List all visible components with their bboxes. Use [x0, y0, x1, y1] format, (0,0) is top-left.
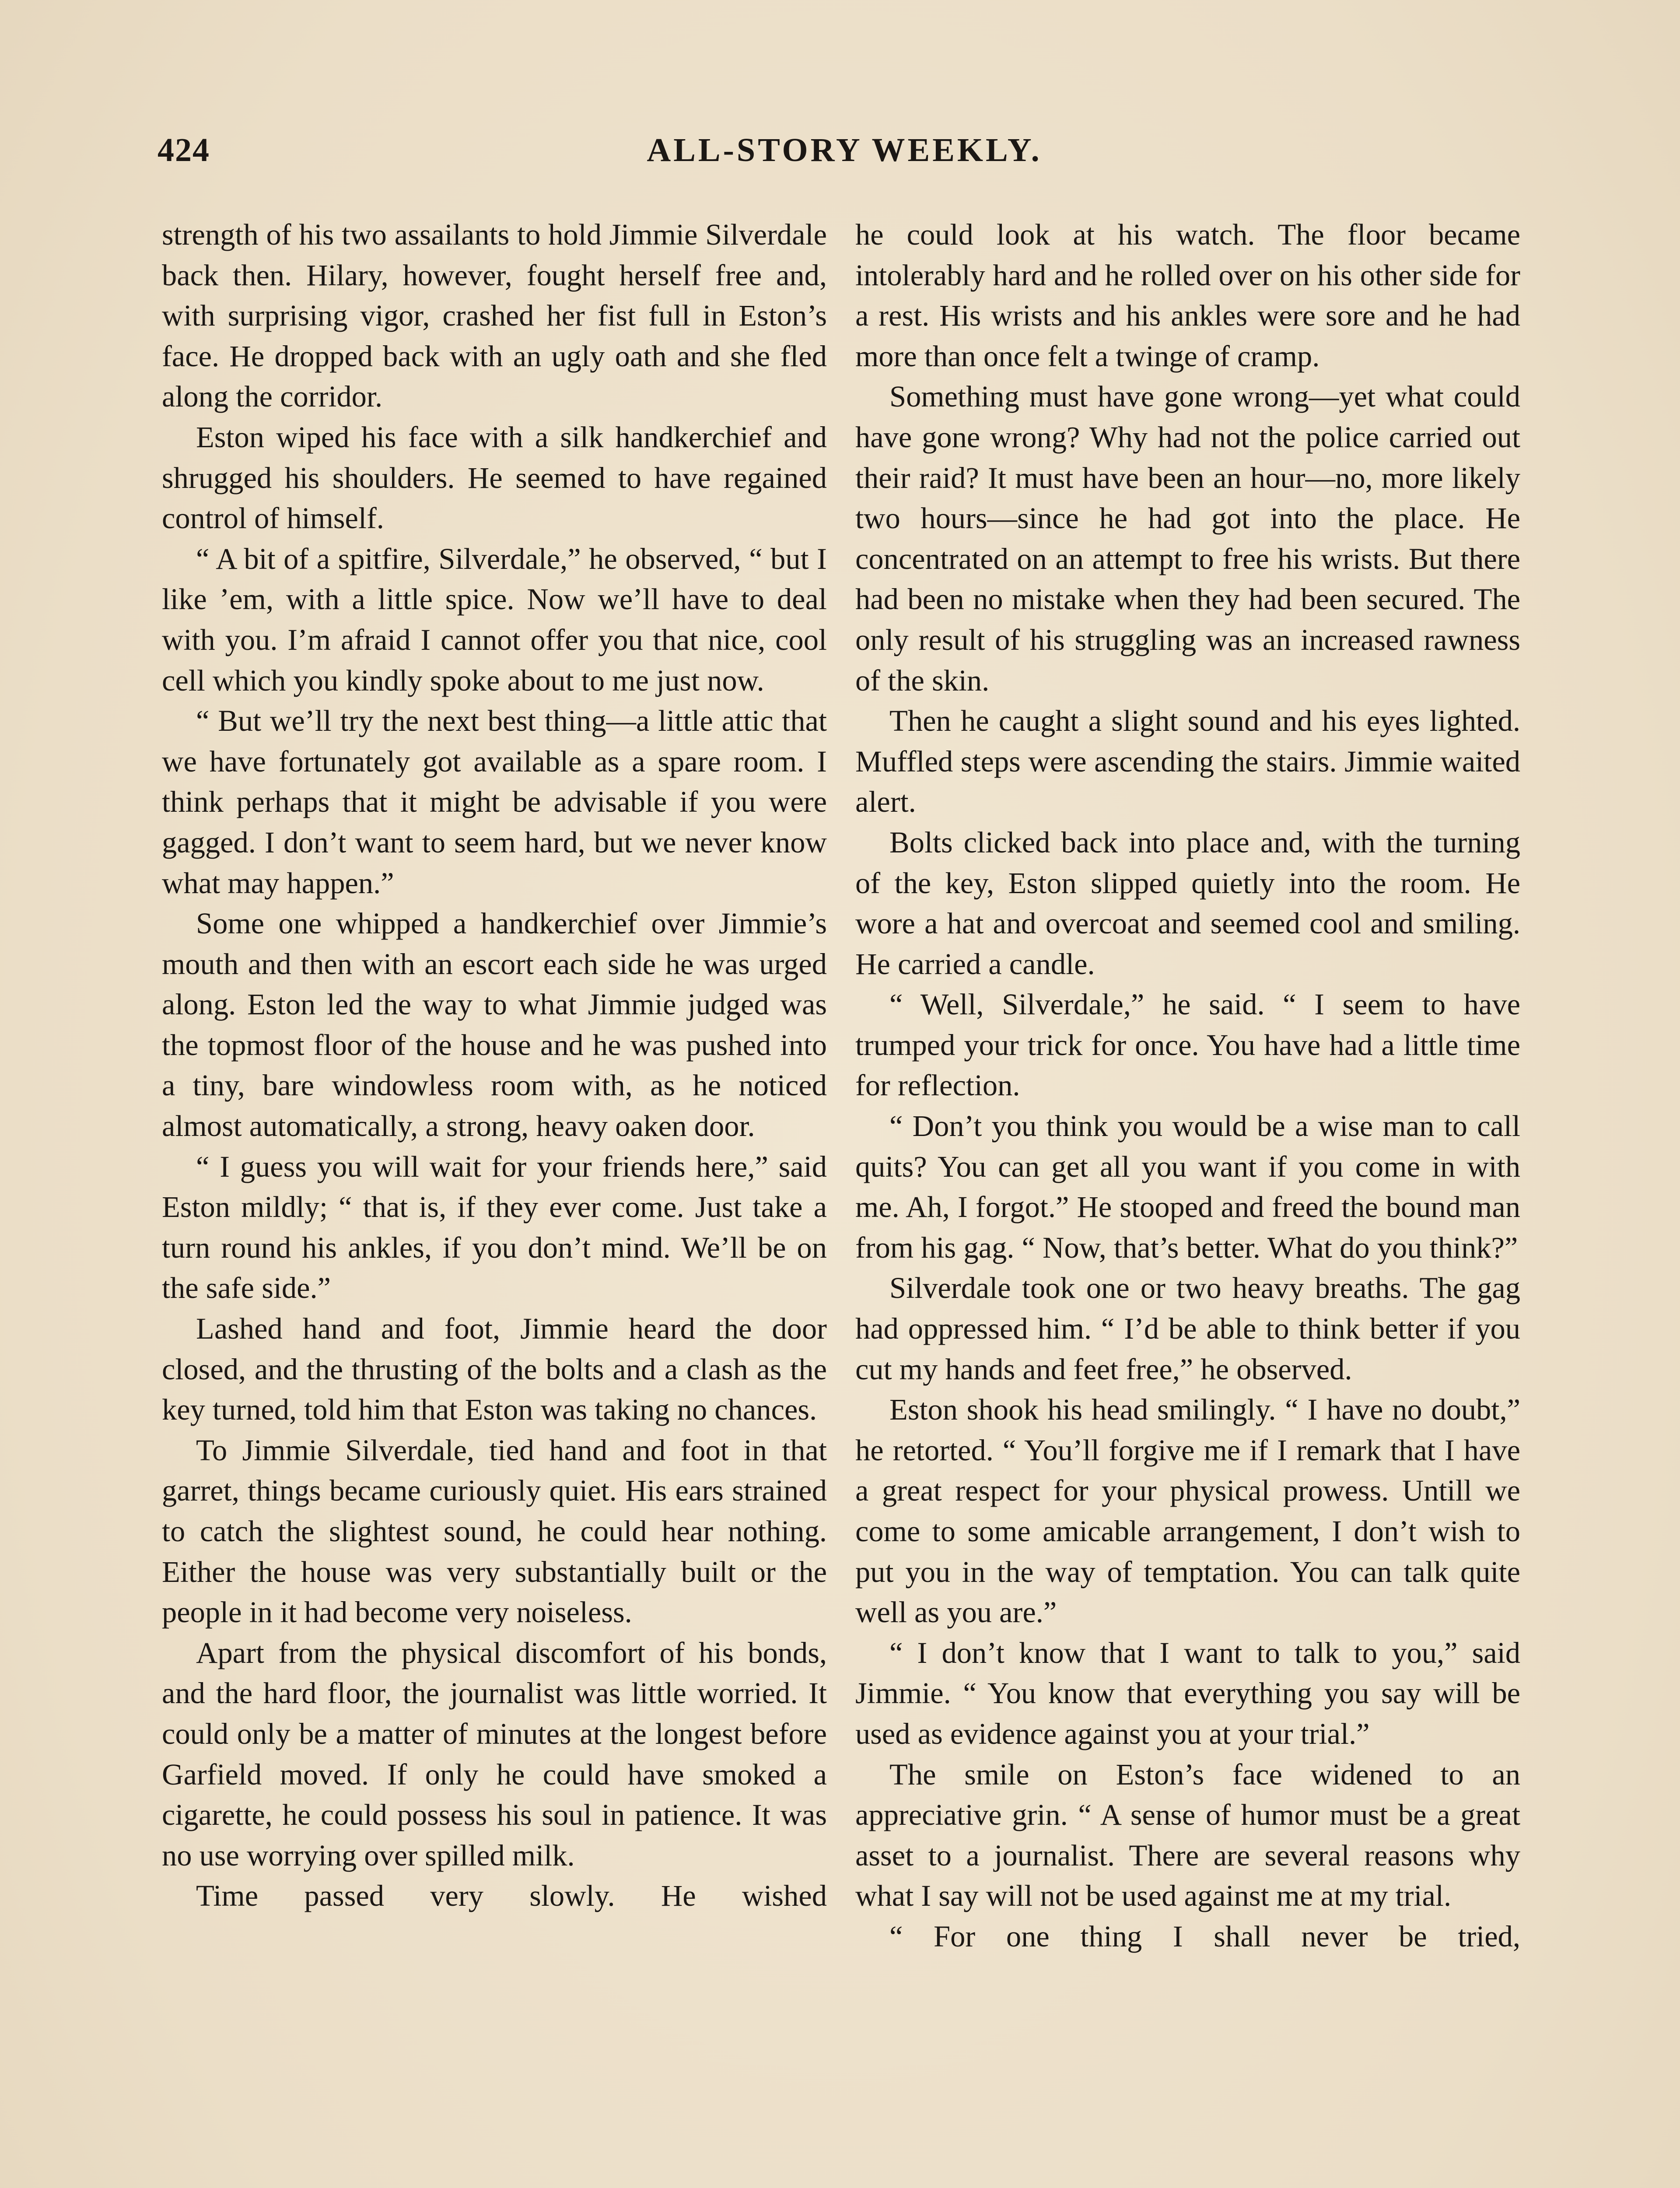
- paragraph: “ Don’t you think you would be a wise man to call quits? You can get all you want if you come in with me. Ah, I forgot.” He stooped and freed the bound man from his gag. “ Now, that’s better. What do you think?”: [855, 1109, 1520, 1264]
- running-head: ALL-STORY WEEKLY.: [647, 132, 1042, 168]
- paragraph: Bolts clicked back into place and, with the turning of the key, Eston slipped quietly into the room. He wore a hat and overcoat and seemed cool and smiling. He carried a candle.: [855, 825, 1520, 981]
- right-column: [855, 214, 1520, 1957]
- left-column: [162, 214, 827, 1916]
- paragraph: “ Well, Silverdale,” he said. “ I seem to have trumped your trick for once. You have had a little time for reflection.: [855, 988, 1520, 1102]
- paragraph: Time passed very slowly. He wished: [196, 1879, 827, 1913]
- paragraph: Something must have gone wrong—yet what could have gone wrong? Why had not the police carried out their raid? It must have been an hour—no, more likely two hours—since he had got into the place. He concentrated on an attempt to free his wrists. But there had been no mistake when they had been secured. The only result of his struggling was an increased rawness of the skin.: [855, 380, 1520, 697]
- page-number: 424: [158, 132, 210, 168]
- paragraph: The smile on Eston’s face widened to an appreciative grin. “ A sense of humor must be a great asset to a journalist. There are several reasons why what I say will not be used against me at my trial.: [855, 1757, 1520, 1913]
- paragraph: To Jimmie Silverdale, tied hand and foot in that garret, things became curiously quiet. His ears strained to catch the slightest sound, he could hear nothing. Either the house was very substantially built or the people in it had become very noiseless.: [162, 1433, 827, 1629]
- paragraph: Eston shook his head smilingly. “ I have no doubt,” he retorted. “ You’ll forgive me if I remark that I have a great respect for your physical prowess. Untill we come to some amicable arrangement, I don’t wish to put you in the way of temptation. You can talk quite well as you are.”: [855, 1393, 1520, 1629]
- page-header: [158, 131, 1531, 184]
- paragraph: Some one whipped a handkerchief over Jimmie’s mouth and then with an escort each side he was urged along. Eston led the way to what Jimmie judged was the topmost floor of the house and he was pushed into a tiny, bare windowless room with, as he noticed almost automatically, a strong, heavy oaken door.: [162, 907, 827, 1143]
- paragraph: “ A bit of a spitfire, Silverdale,” he observed, “ but I like ’em, with a little spice. Now we’ll have to deal with you. I’m afraid I cannot offer you that nice, cool cell which you kindly spoke about to me just now.: [162, 542, 827, 697]
- paragraph: Then he caught a slight sound and his eyes lighted. Muffled steps were ascending the stairs. Jimmie waited alert.: [855, 704, 1520, 819]
- paragraph: “ For one thing I shall never be tried,: [889, 1919, 1520, 1953]
- paragraph: Eston wiped his face with a silk handkerchief and shrugged his shoulders. He seemed to have regained control of himself.: [162, 420, 827, 535]
- paragraph: “ But we’ll try the next best thing—a little attic that we have fortunately got available as a spare room. I think perhaps that it might be advisable if you were gagged. I don’t want to seem hard, but we never know what may happen.”: [162, 704, 827, 900]
- paragraph: he could look at his watch. The floor became intolerably hard and he rolled over on his other side for a rest. His wrists and his ankles were sore and he had more than once felt a twinge of cramp.: [855, 218, 1520, 373]
- paragraph: Silverdale took one or two heavy breaths. The gag had oppressed him. “ I’d be able to think better if you cut my hands and feet free,” he observed.: [855, 1271, 1520, 1386]
- paragraph: strength of his two assailants to hold Jimmie Silverdale back then. Hilary, however, fought herself free and, with surprising vigor, crashed her fist full in Eston’s face. He dropped back with an ugly oath and she fled along the corridor.: [162, 218, 827, 414]
- paragraph: “ I guess you will wait for your friends here,” said Eston mildly; “ that is, if they ever come. Just take a turn round his ankles, if you don’t mind. We’ll be on the safe side.”: [162, 1150, 827, 1305]
- paragraph: Lashed hand and foot, Jimmie heard the door closed, and the thrusting of the bolts and a clash as the key turned, told him that Eston was taking no chances.: [162, 1312, 827, 1427]
- paragraph: “ I don’t know that I want to talk to you,” said Jimmie. “ You know that everything you say will be used as evidence against you at your trial.”: [855, 1636, 1520, 1750]
- paragraph: Apart from the physical discomfort of his bonds, and the hard floor, the journalist was little worried. It could only be a matter of minutes at the longest before Garfield moved. If only he could have smoked a cigarette, he could possess his soul in patience. It was no use worrying over spilled milk.: [162, 1636, 827, 1872]
